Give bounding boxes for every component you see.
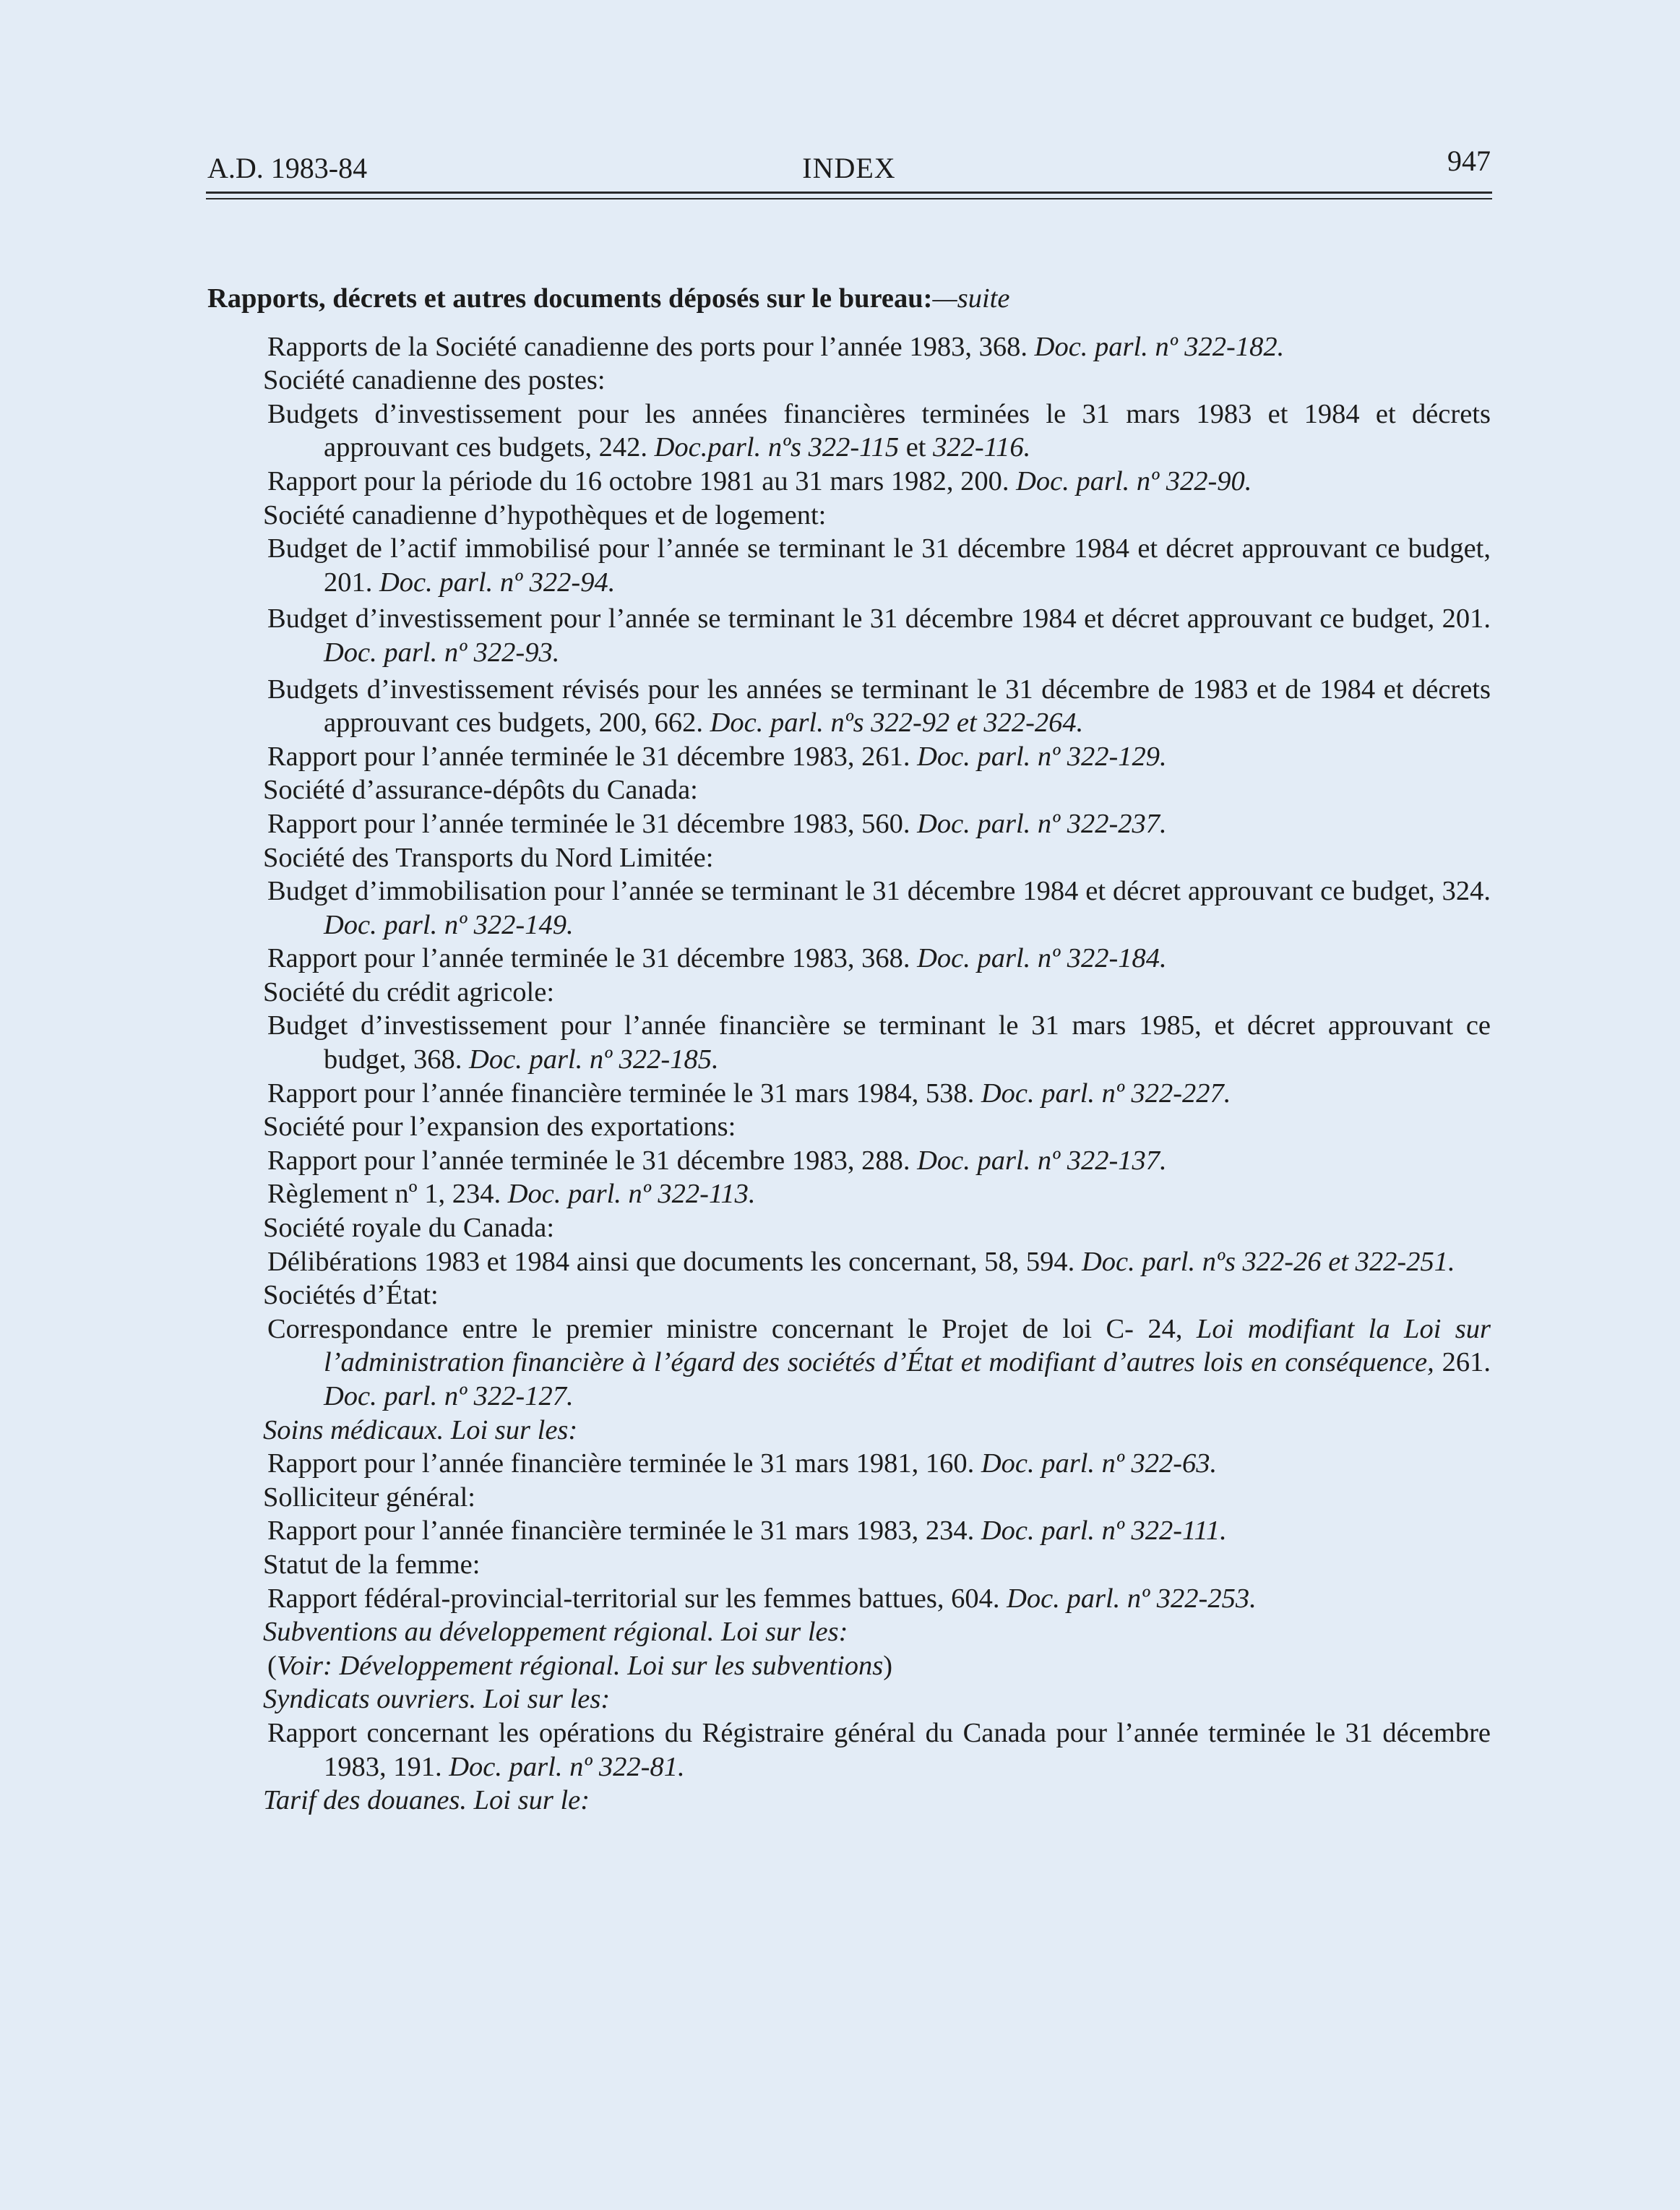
entry-text: Budgets d’investissement pour les années financières terminées le 31 mars 1983 et 1984 et décrets approuvant ces budgets, 242. [267,398,1491,463]
entry-text: Rapport pour l’année terminée le 31 décembre 1983, 368. [267,943,910,974]
index-entry [207,1077,1491,1111]
entry-text: Rapport pour l’année terminée le 31 décembre 1983, 261. [267,741,910,772]
index-entry [207,942,1491,976]
doc-ref: Doc. parl. nº 322-90. [1016,465,1252,496]
doc-ref: Doc. parl. nº 322-93. [324,637,560,668]
entry-text: Rapport pour la période du 16 octobre 1981 au 31 mars 1982, 200. [267,465,1009,496]
doc-ref: Doc. parl. nº 322-63. [981,1448,1218,1479]
doc-ref: Doc. parl. nºs 322-92 et 322-264. [710,708,1084,739]
entry-text: Budget d’immobilisation pour l’année se terminant le 31 décembre 1984 et décret approuvant ce budget, 324. [267,876,1491,907]
cross-reference: Voir: Développement régional. Loi sur les subventions [276,1650,884,1681]
entry-text: Rapports de la Société canadienne des ports pour l’année 1983, 368. [267,331,1028,362]
entry-text: Correspondance entre le premier ministre concernant le Projet de loi C- 24, [267,1313,1183,1344]
index-heading: Subventions au développement régional. Loi sur les: [263,1617,848,1648]
index-entry [207,1649,1491,1683]
index-heading: Société du crédit agricole: [263,976,555,1007]
doc-ref: Doc. parl. nº 322-137. [917,1145,1167,1176]
header-title: INDEX [802,152,896,184]
index-entry [207,1447,1491,1481]
entry-text: 261. [1434,1347,1491,1378]
section-title [207,282,1491,316]
entry-text: Délibérations 1983 et 1984 ainsi que documents les concernant, 58, 594. [267,1246,1075,1277]
entry-text: Budgets d’investissement révisés pour les années se terminant le 31 décembre de 1983 et de 1984 et décrets approuvant ces budgets, 200, 662. [267,674,1491,739]
doc-ref: Doc. parl. nº 322-127. [324,1381,574,1411]
index-entry [207,465,1491,499]
index-content [207,282,1491,1818]
index-entry [207,673,1491,740]
index-heading: Sociétés d’État: [263,1280,439,1311]
entry-text: Rapport pour l’année terminée le 31 décembre 1983, 560. [267,808,910,839]
page-header [207,145,1491,192]
index-entry [207,1144,1491,1178]
index-heading: Statut de la femme: [263,1549,481,1580]
section-title-text: Rapports, décrets et autres documents déposés sur le bureau: [207,283,933,314]
entry-text: Rapport pour l’année financière terminée le 31 mars 1984, 538. [267,1078,975,1109]
index-heading: Tarif des douanes. Loi sur le: [263,1785,590,1816]
doc-ref: Doc. parl. nº 322-227. [981,1078,1231,1109]
index-heading: Société canadienne d’hypothèques et de logement: [263,499,827,530]
entry-text: Rapport pour l’année financière terminée le 31 mars 1983, 234. [267,1515,975,1547]
entry-text: Rapport concernant les opérations du Régistraire général du Canada pour l’année terminée le 31 décembre 1983, 191. [267,1717,1491,1782]
index-entry [207,807,1491,841]
entry-text: Rapport pour l’année financière terminée le 31 mars 1981, 160. [267,1448,975,1479]
page-number: 947 [1447,145,1491,177]
index-entry [207,1177,1491,1211]
header-year: A.D. 1983-84 [207,152,368,184]
doc-ref: Doc. parl. nº 322-184. [917,943,1167,974]
doc-ref: Doc. parl. nº 322-185. [469,1044,719,1075]
entry-text: et [899,432,934,463]
doc-ref: Doc. parl. nº 322-113. [507,1179,756,1210]
entry-text: Budget d’investissement pour l’année financière se terminant le 31 mars 1985, et décret approuvant ce budget, 368. [267,1010,1491,1075]
doc-ref: Doc. parl. nº 322-237. [917,808,1167,839]
entry-text: Budget de l’actif immobilisé pour l’année se terminant le 31 décembre 1984 et décret approuvant ce budget, 201. [267,533,1491,598]
index-entry [207,1514,1491,1548]
index-heading: Société royale du Canada: [263,1213,555,1244]
index-entry [207,1582,1491,1616]
index-heading: Société d’assurance-dépôts du Canada: [263,775,698,806]
index-heading: Société pour l’expansion des exportations: [263,1112,736,1143]
index-heading: Société des Transports du Nord Limitée: [263,842,714,873]
entry-text: Rapport fédéral-provincial-territorial sur les femmes battues, 604. [267,1583,1000,1614]
doc-ref: Doc. parl. nº 322-149. [324,909,574,940]
law-title: Loi modifiant la Loi sur l’administration financière à l’égard des sociétés d’État et modifiant d’autres lois en conséquence, [324,1313,1491,1378]
index-entry [207,874,1491,942]
index-entry [207,397,1491,465]
index-heading: Soins médicaux. Loi sur les: [263,1414,578,1445]
doc-ref: Doc. parl. nº 322-94. [379,567,616,598]
doc-ref: Doc. parl. nº 322-111. [981,1515,1227,1547]
index-entry [207,532,1491,599]
index-entry [207,1009,1491,1076]
header-rule-top [206,192,1492,194]
entry-text: Rapport pour l’année terminée le 31 décembre 1983, 288. [267,1145,910,1176]
index-entry [207,1716,1491,1784]
entry-text: Règlement nº 1, 234. [267,1179,501,1210]
header-rule-bottom [206,198,1492,199]
doc-ref: Doc. parl. nº 322-129. [917,741,1167,772]
section-title-suffix: —suite [932,283,1010,314]
index-entry [207,1245,1491,1279]
entry-text: ) [883,1650,893,1681]
doc-ref: Doc.parl. nºs 322-115 [654,432,900,463]
index-heading: Syndicats ouvriers. Loi sur les: [263,1684,611,1715]
doc-ref: Doc. parl. nºs 322-26 et 322-251. [1081,1246,1455,1277]
index-entry [207,602,1491,669]
entry-text: ( [267,1650,277,1681]
doc-ref: Doc. parl. nº 322-253. [1007,1583,1257,1614]
index-heading: Solliciteur général: [263,1482,475,1513]
index-entry [207,1312,1491,1414]
index-entry [207,740,1491,774]
index-entry [207,330,1491,364]
entry-text: Budget d’investissement pour l’année se terminant le 31 décembre 1984 et décret approuvant ce budget, 201. [267,603,1491,635]
doc-ref: Doc. parl. nº 322-182. [1034,331,1285,362]
doc-ref: Doc. parl. nº 322-81. [449,1751,685,1782]
doc-ref: 322-116. [933,432,1031,463]
index-heading: Société canadienne des postes: [263,365,606,396]
